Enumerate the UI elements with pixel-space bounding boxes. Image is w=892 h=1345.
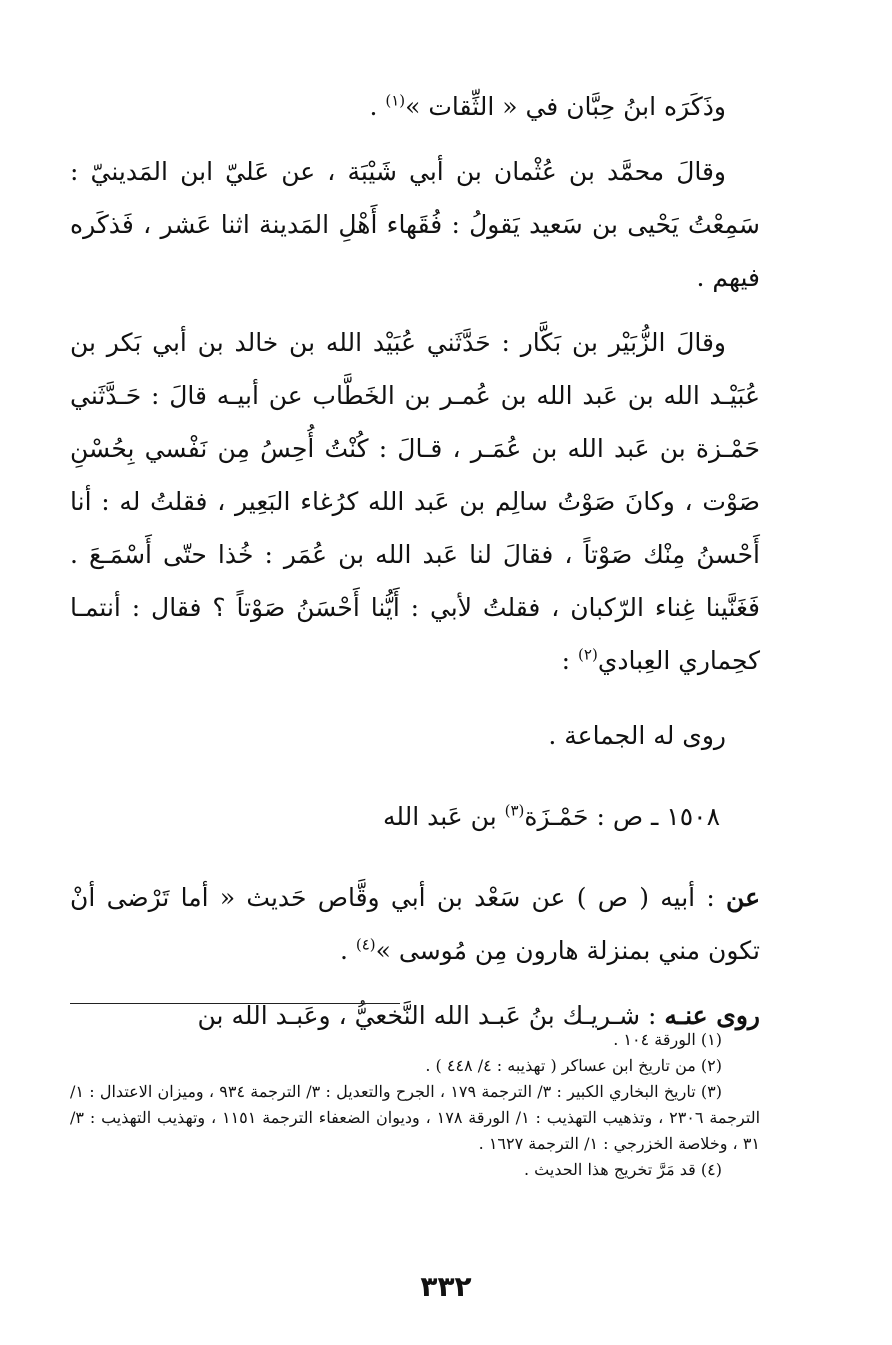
paragraph-text: وذَكَرَه ابنُ حِبَّان في « الثِّقات » bbox=[405, 92, 726, 121]
footnote-ref: (٤) bbox=[355, 935, 376, 954]
paragraph-text: : أبيه ( ص ) عن سَعْد بن أبي وقَّاص حَديث « أما تَرْضى أنْ تكون مني بمنزلة هارون مِن مُوسى » bbox=[70, 883, 760, 965]
paragraph-ibn-hibban bbox=[70, 80, 760, 133]
footnote-1: (١) الورقة ١٠٤ . bbox=[613, 1030, 722, 1049]
footnote-divider bbox=[70, 1003, 400, 1004]
paragraph-ibn-abi-shayba: وقالَ محمَّد بن عُثْمان بن أبي شَيْبَة ، عن عَليّ ابن المَدينيّ : سَمِعْتُ يَحْيى بن سَعيد يَقولُ : فُقَهاء أَهْلِ المَدينة اثنا عَشر ، فَذكَره فيهم . bbox=[70, 157, 760, 292]
footnotes bbox=[70, 1027, 760, 1183]
entry-name: حَمْـزَة bbox=[524, 802, 589, 831]
footnote-2: (٢) من تاريخ ابن عساكر ( تهذيبه : ٤/ ٤٤٨ ) . bbox=[425, 1056, 722, 1075]
footnote-ref: (١) bbox=[385, 91, 406, 110]
footnote-ref: (٣) bbox=[504, 801, 525, 820]
paragraph-an bbox=[70, 871, 760, 977]
paragraph-text: وقالَ الزُّبَيْر بن بَكَّار : حَدَّثَني عُبَيْد الله بن خالد بن أبي بَكر بن عُبَيْـد الله بن عَبد الله بن عُمـر بن الخَطَّاب عن أبيـه قالَ : حَـدَّثَني حَمْـزة بن عَبد الله بن عُمَـر ، قـالَ : كُنْتُ أُحِسُ مِن نَفْسي بِحُسْنِ صَوْت ، وكانَ صَوْتُ سالِم بن عَبد الله كرُغاء البَعِير ، فقلتُ له : أنا أَحْسنُ مِنْك صَوْتاً ، فقالَ لنا عَبد الله بن عُمَر : خُذا حتّى أَسْمَـعَ . فَغَنَّينا غِناء الرّكبان ، فقلتُ لأبي : أَيُّنا أَحْسَنُ صَوْتاً ؟ فقال : أنتمـا كحِماري العِبادي bbox=[70, 328, 760, 675]
entry-heading bbox=[70, 790, 760, 843]
entry-number: ١٥٠٨ ـ ص : bbox=[588, 802, 720, 831]
footnote-ref: (٢) bbox=[578, 645, 598, 664]
page-number: ٣٣٢ bbox=[420, 1270, 472, 1303]
paragraph-tail: . bbox=[339, 936, 356, 965]
paragraph-tail: . bbox=[369, 92, 386, 121]
paragraph-rawa-lahu: روى له الجماعة . bbox=[548, 721, 726, 750]
paragraph-lead: عن bbox=[726, 883, 760, 912]
page-body bbox=[70, 80, 760, 1042]
paragraph-lead: روى عنـه bbox=[664, 1001, 760, 1030]
entry-name-rest: بن عَبد الله bbox=[382, 802, 505, 831]
paragraph-text: : شـريـك بنُ عَبـد الله النَّخعيُّ ، وعَبـد الله بن bbox=[197, 1001, 665, 1030]
footnote-3: (٣) تاريخ البخاري الكبير : ٣/ الترجمة ١٧٩ ، الجرح والتعديل : ٣/ الترجمة ٩٣٤ ، وميزان الاعتدال : ١/ الترجمة ٢٣٠٦ ، وتذهيب التهذيب : ١/ الورقة ١٧٨ ، وديوان الضعفاء الترجمة ١١٥١ ، وتهذيب التهذيب : ٣/ ٣١ ، وخلاصة الخزرجي : ١/ الترجمة ١٦٢٧ . bbox=[70, 1082, 761, 1153]
paragraph-zubayr-bakkar bbox=[70, 316, 760, 687]
footnote-4: (٤) قد مَرَّ تخريج هذا الحديث . bbox=[523, 1160, 722, 1179]
paragraph-tail: : bbox=[561, 646, 579, 675]
